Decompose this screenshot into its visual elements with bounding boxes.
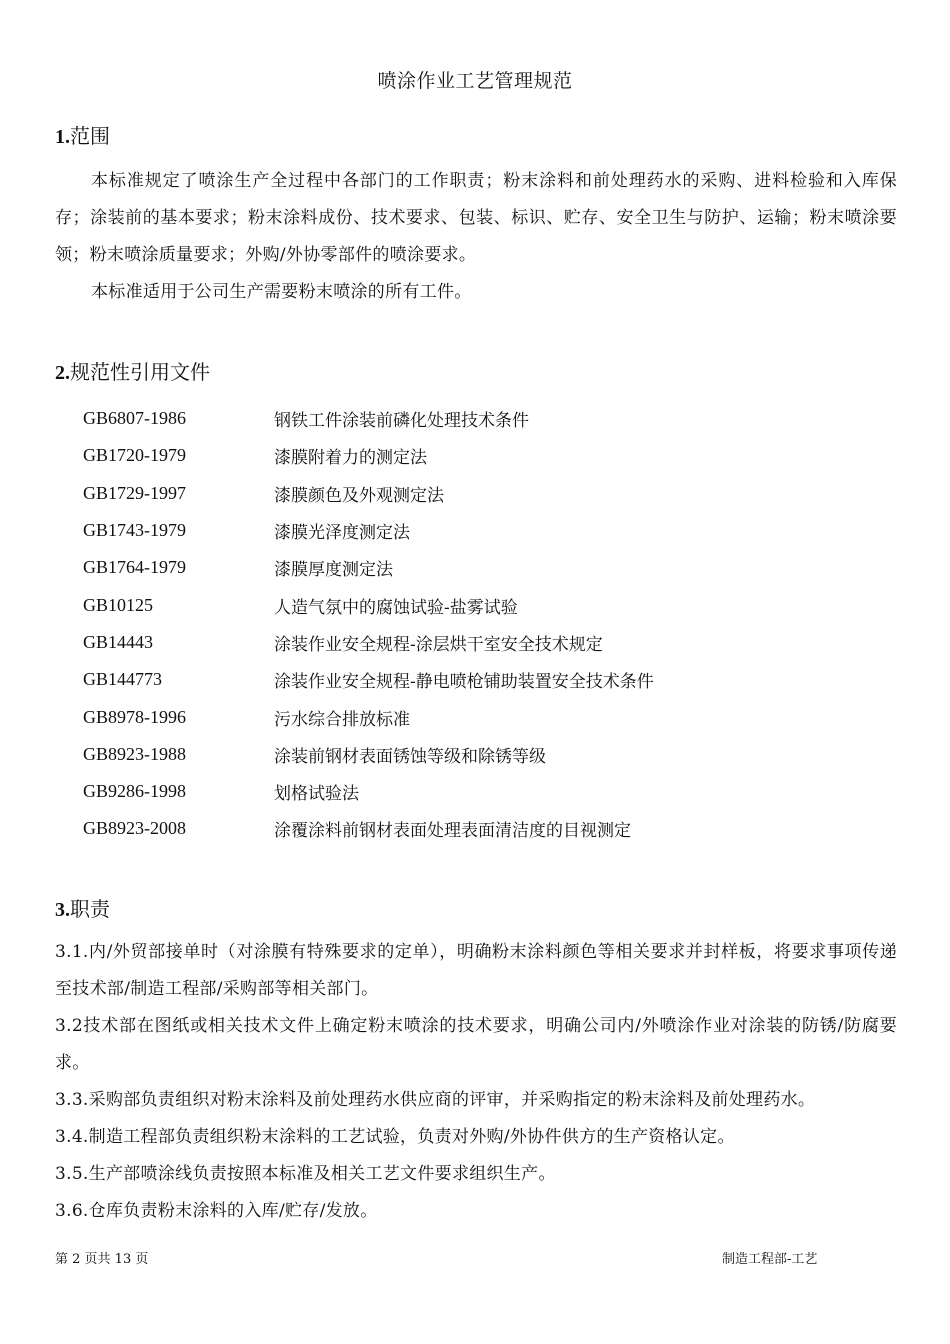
scope-paragraph-1: 本标准规定了喷涂生产全过程中各部门的工作职责；粉末涂料和前处理药水的采购、进料检验和入库保存；涂装前的基本要求；粉末涂料成份、技术要求、包装、标识、贮存、安全卫生与防护、运输；粉末喷涂要领；粉末喷涂质量要求；外购/外协零部件的喷涂要求。	[55, 171, 897, 265]
section-3-title: 职责	[70, 897, 110, 921]
reference-name: 涂装作业安全规程-涂层烘干室安全技术规定	[274, 634, 603, 655]
section-3-number: 3.	[55, 899, 70, 921]
reference-name: 人造气氛中的腐蚀试验-盐雾试验	[274, 597, 518, 618]
duty-item: 3.5.生产部喷涂线负责按照本标准及相关工艺文件要求组织生产。	[55, 1164, 556, 1184]
reference-name: 漆膜光泽度测定法	[274, 523, 410, 544]
reference-name: 漆膜厚度测定法	[274, 560, 393, 581]
reference-name: 划格试验法	[274, 784, 359, 805]
reference-row	[83, 549, 783, 586]
reference-row	[83, 698, 783, 735]
section-1-heading	[55, 120, 110, 149]
reference-row	[83, 624, 783, 661]
reference-code: GB1743-1979	[83, 520, 186, 541]
reference-code: GB6807-1986	[83, 408, 186, 429]
section-1-number: 1.	[55, 126, 70, 148]
reference-code: GB1720-1979	[83, 445, 186, 466]
reference-name: 涂装前钢材表面锈蚀等级和除锈等级	[274, 746, 546, 767]
reference-code: GB8923-1988	[83, 743, 186, 764]
duty-item: 3.6.仓库负责粉末涂料的入库/贮存/发放。	[55, 1201, 378, 1221]
section-2-title: 规范性引用文件	[70, 360, 210, 384]
reference-row	[83, 437, 783, 474]
duty-item: 3.3.采购部负责组织对粉末涂料及前处理药水供应商的评审，并采购指定的粉末涂料及前处理药水。	[55, 1090, 816, 1110]
reference-row	[83, 661, 783, 698]
reference-name: 污水综合排放标准	[274, 709, 410, 730]
reference-row	[83, 586, 783, 623]
reference-code: GB10125	[83, 594, 154, 615]
reference-row	[83, 773, 783, 810]
reference-code: GB9286-1998	[83, 781, 186, 802]
reference-name: 钢铁工件涂装前磷化处理技术条件	[274, 411, 529, 432]
section-1-title: 范围	[70, 124, 110, 148]
reference-list	[83, 400, 783, 848]
reference-code: GB1729-1997	[83, 482, 186, 503]
reference-name: 漆膜附着力的测定法	[274, 448, 427, 469]
reference-row	[83, 810, 783, 847]
reference-code: GB14443	[83, 631, 154, 652]
reference-code: GB1764-1979	[83, 557, 186, 578]
reference-code: GB144773	[83, 669, 163, 690]
reference-row	[83, 400, 783, 437]
reference-name: 涂覆涂料前钢材表面处理表面清洁度的目视测定	[274, 821, 631, 842]
reference-row	[83, 736, 783, 773]
reference-code: GB8978-1996	[83, 706, 186, 727]
reference-code: GB8923-2008	[83, 818, 186, 839]
reference-row	[83, 512, 783, 549]
scope-paragraph-2: 本标准适用于公司生产需要粉末喷涂的所有工件。	[91, 282, 472, 302]
document-title: 喷涂作业工艺管理规范	[377, 70, 573, 92]
reference-name: 涂装作业安全规程-静电喷枪铺助装置安全技术条件	[274, 672, 654, 693]
reference-row	[83, 475, 783, 512]
footer-department: 制造工程部-工艺	[722, 1252, 818, 1267]
page-number: 第 2 页共 13 页	[55, 1252, 149, 1267]
duty-item: 3.2技术部在图纸或相关技术文件上确定粉末喷涂的技术要求，明确公司内/外喷涂作业对涂装的防锈/防腐要求。	[55, 1016, 897, 1073]
duty-item: 3.1.内/外贸部接单时（对涂膜有特殊要求的定单），明确粉末涂料颜色等相关要求并封样板，将要求事项传递至技术部/制造工程部/采购部等相关部门。	[55, 942, 897, 999]
section-2-heading	[55, 356, 210, 385]
section-3-heading	[55, 893, 110, 922]
reference-name: 漆膜颜色及外观测定法	[274, 485, 444, 506]
section-2-number: 2.	[55, 362, 70, 384]
duty-item: 3.4.制造工程部负责组织粉末涂料的工艺试验，负责对外购/外协件供方的生产资格认定。	[55, 1127, 735, 1147]
